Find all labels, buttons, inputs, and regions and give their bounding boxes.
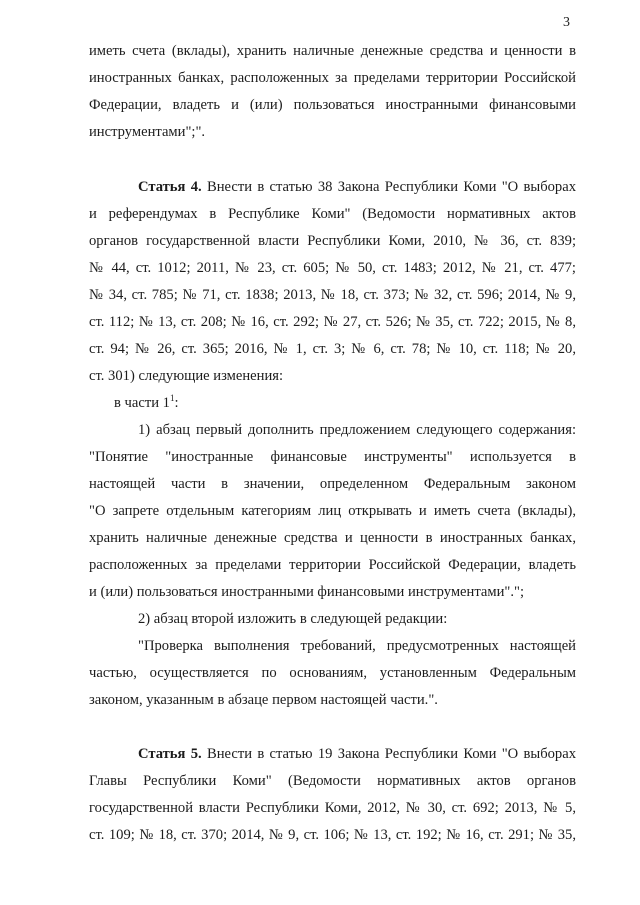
item-2-line-1: 2) абзац второй изложить в следующей редакции: xyxy=(138,611,448,627)
article-5-heading: Статья 5. xyxy=(138,746,202,762)
article-5-line-4: ст. 109; № 18, ст. 370; 2014, № 9, ст. 106; № 13, ст. 192; № 16, ст. 291; № 35, xyxy=(89,827,576,843)
part-label-colon: : xyxy=(174,395,179,411)
article-5-line-1 xyxy=(138,741,576,768)
article-5-line-3: государственной власти Республики Коми, 2012, № 30, ст. 692; 2013, № 5, xyxy=(89,800,576,816)
article-4-line-4: № 44, ст. 1012; 2011, № 23, ст. 605; № 50, ст. 1483; 2012, № 21, ст. 477; xyxy=(89,260,576,276)
article-5-line-1-text: Внести в статью 19 Закона Республики Коми "О выборах xyxy=(201,746,576,762)
part-label-superscript: 1 xyxy=(169,393,175,404)
intro-line-3: Федерации, владеть и (или) пользоваться иностранными финансовыми xyxy=(89,97,576,113)
item-1-line-7: и (или) пользоваться иностранными финансовыми инструментами"."; xyxy=(89,584,525,600)
item-2-line-4: законом, указанным в абзаце первом настоящей части.". xyxy=(89,692,438,708)
article-4-line-2: и референдумах в Республике Коми" (Ведомости нормативных актов xyxy=(89,206,576,222)
intro-line-2: иностранных банках, расположенных за пределами территории Российской xyxy=(89,70,576,86)
article-4-line-8: ст. 301) следующие изменения: xyxy=(89,368,284,384)
item-1-line-6: расположенных за пределами территории Российской Федерации, владеть xyxy=(89,557,576,573)
part-label xyxy=(114,390,576,417)
article-4-heading: Статья 4. xyxy=(138,179,202,195)
article-4-line-6: ст. 112; № 13, ст. 208; № 16, ст. 292; № 27, ст. 526; № 35, ст. 722; 2015, № 8, xyxy=(89,314,576,330)
article-4-line-1-text: Внести в статью 38 Закона Республики Коми "О выборах xyxy=(201,179,576,195)
article-4-line-3: органов государственной власти Республики Коми, 2010, № 36, ст. 839; xyxy=(89,233,576,249)
item-1-line-1: 1) абзац первый дополнить предложением следующего содержания: xyxy=(138,422,576,438)
article-4-line-5: № 34, ст. 785; № 71, ст. 1838; 2013, № 18, ст. 373; № 32, ст. 596; 2014, № 9, xyxy=(89,287,576,303)
item-1-line-5: хранить наличные денежные средства и ценности в иностранных банках, xyxy=(89,530,576,546)
page-number: 3 xyxy=(563,15,570,30)
item-2-line-2: "Проверка выполнения требований, предусмотренных настоящей xyxy=(138,638,576,654)
intro-line-1: иметь счета (вклады), хранить наличные денежные средства и ценности в xyxy=(89,43,576,59)
article-4-line-7: ст. 94; № 26, ст. 365; 2016, № 1, ст. 3; № 6, ст. 78; № 10, ст. 118; № 20, xyxy=(89,341,576,357)
item-2-line-3: частью, осуществляется по основаниям, установленным Федеральным xyxy=(89,665,576,681)
intro-line-4: инструментами";". xyxy=(89,124,206,140)
item-1-line-4: "О запрете отдельным категориям лиц открывать и иметь счета (вклады), xyxy=(89,503,576,519)
part-label-text: в части 1 xyxy=(114,395,170,411)
item-1-line-2: "Понятие "иностранные финансовые инструменты" используется в xyxy=(89,449,576,465)
article-5-line-2: Главы Республики Коми" (Ведомости нормативных актов органов xyxy=(89,773,576,789)
item-1-line-3: настоящей части в значении, определенном Федеральным законом xyxy=(89,476,576,492)
article-4-line-1 xyxy=(138,174,576,201)
